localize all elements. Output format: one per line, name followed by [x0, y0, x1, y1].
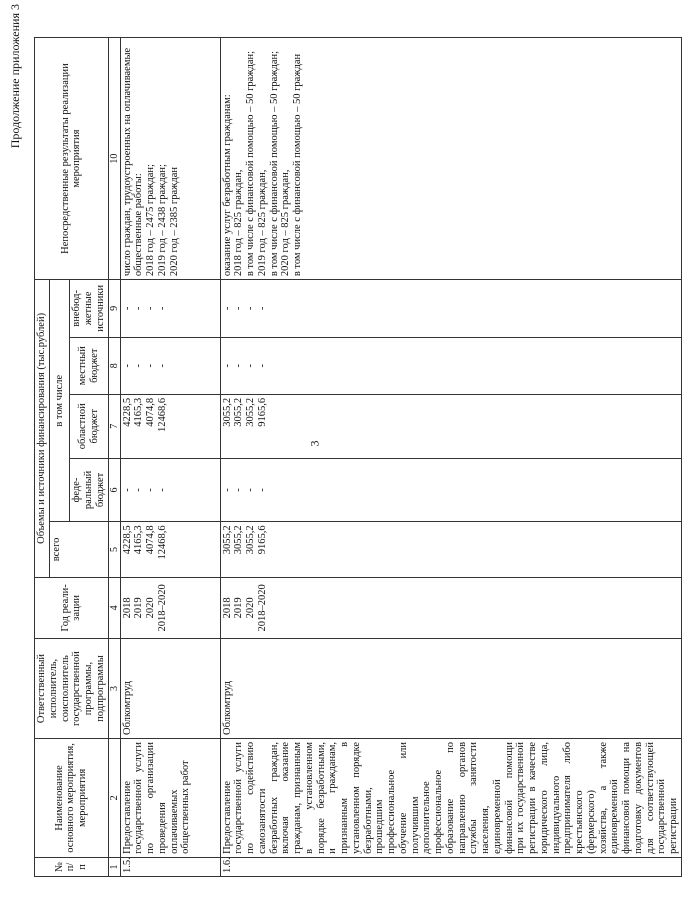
colnum-2: 2: [108, 738, 120, 857]
header-results: Непосредственные результаты реализации мероприятия: [35, 38, 109, 280]
colnum-3: 3: [108, 639, 120, 739]
row-regional: 3055,2 3055,2 3055,2 9165,6: [220, 394, 681, 458]
row-name: Предоставление государственной услуги по содействию самозанятости безработных граждан, включая оказание гражданам, признанным в установленном порядке безработными, и гражданам, признанным в установленном порядке безработными, прошедшим профессиональное обучение или получившим дополнительное профессиональное образование по направлению органов службы занятости населения, единовременной финансовой помощи при их государственной регистрации в качестве юридического лица, индивидуального предпринимателя либо крестьянского (фермерского) хозяйства, а также единовременной финансовой помощи на подготовку документов для соответствующей государственной регистрации: [220, 738, 681, 857]
header-funding: Объемы и источники финансирования (тыс.рублей): [35, 280, 50, 577]
colnum-4: 4: [108, 577, 120, 639]
header-period: Год реализации: [35, 577, 109, 639]
row-federal: - - - -: [220, 458, 681, 522]
row-total: 3055,2 3055,2 3055,2 9165,6: [220, 522, 681, 577]
row-results: число граждан, трудоустроенных на оплачиваемые общественные работы: 2018 год – 2475 граждан; 2019 год – 2438 граждан; 2020 год – 2385 граждан: [120, 38, 220, 280]
header-responsible: Ответственный исполнитель, соисполнитель государственной программы, подпрограммы: [35, 639, 109, 739]
row-regional: 4228,5 4165,3 4074,8 12468,6: [120, 394, 220, 458]
colnum-5: 5: [108, 522, 120, 577]
header-total: всего: [49, 522, 108, 577]
header-federal: федеральный бюджет: [70, 458, 108, 522]
row-total: 4228,5 4165,3 4074,8 12468,6: [120, 522, 220, 577]
header-including: в том числе: [49, 280, 70, 522]
colnum-6: 6: [108, 458, 120, 522]
page-number: 3: [307, 440, 322, 447]
colnum-7: 7: [108, 394, 120, 458]
appendix-title: Продолжение приложения 3: [8, 4, 22, 149]
row-num: 1.6.: [220, 857, 681, 876]
row-extra: - - - -: [220, 280, 681, 337]
header-num: № п/п: [35, 857, 109, 876]
program-table: [34, 37, 682, 877]
row-num: 1.5.: [120, 857, 220, 876]
row-federal: - - - -: [120, 458, 220, 522]
row-responsible: Облкомтруд: [120, 639, 220, 739]
row-results: оказание услуг безработным гражданам: 2018 год – 825 граждан, в том числе с финансовой помощью – 50 граждан; 2019 год – 825 граждан, в том числе с финансовой помощью – 50 граждан; 2020 год – 825 граждан, в том числе с финансовой помощью – 50 граждан: [220, 38, 681, 280]
row-local: - - - -: [220, 337, 681, 394]
colnum-8: 8: [108, 337, 120, 394]
colnum-9: 9: [108, 280, 120, 337]
header-name: Наименование основного мероприятия, мероприятия: [35, 738, 109, 857]
row-years: 2018 2019 2020 2018–2020: [220, 577, 681, 639]
colnum-1: 1: [108, 857, 120, 876]
table-row: [120, 38, 220, 877]
row-responsible: Облкомтруд: [220, 639, 681, 739]
row-local: - - - -: [120, 337, 220, 394]
header-regional: областной бюджет: [70, 394, 108, 458]
colnum-10: 10: [108, 38, 120, 280]
row-name: Предоставление государственной услуги по организации проведения оплачиваемых общественных работ: [120, 738, 220, 857]
row-years: 2018 2019 2020 2018–2020: [120, 577, 220, 639]
header-extra: внебюджетные источники: [70, 280, 108, 337]
table-row: [220, 38, 681, 877]
header-local: местный бюджет: [70, 337, 108, 394]
row-extra: - - - -: [120, 280, 220, 337]
